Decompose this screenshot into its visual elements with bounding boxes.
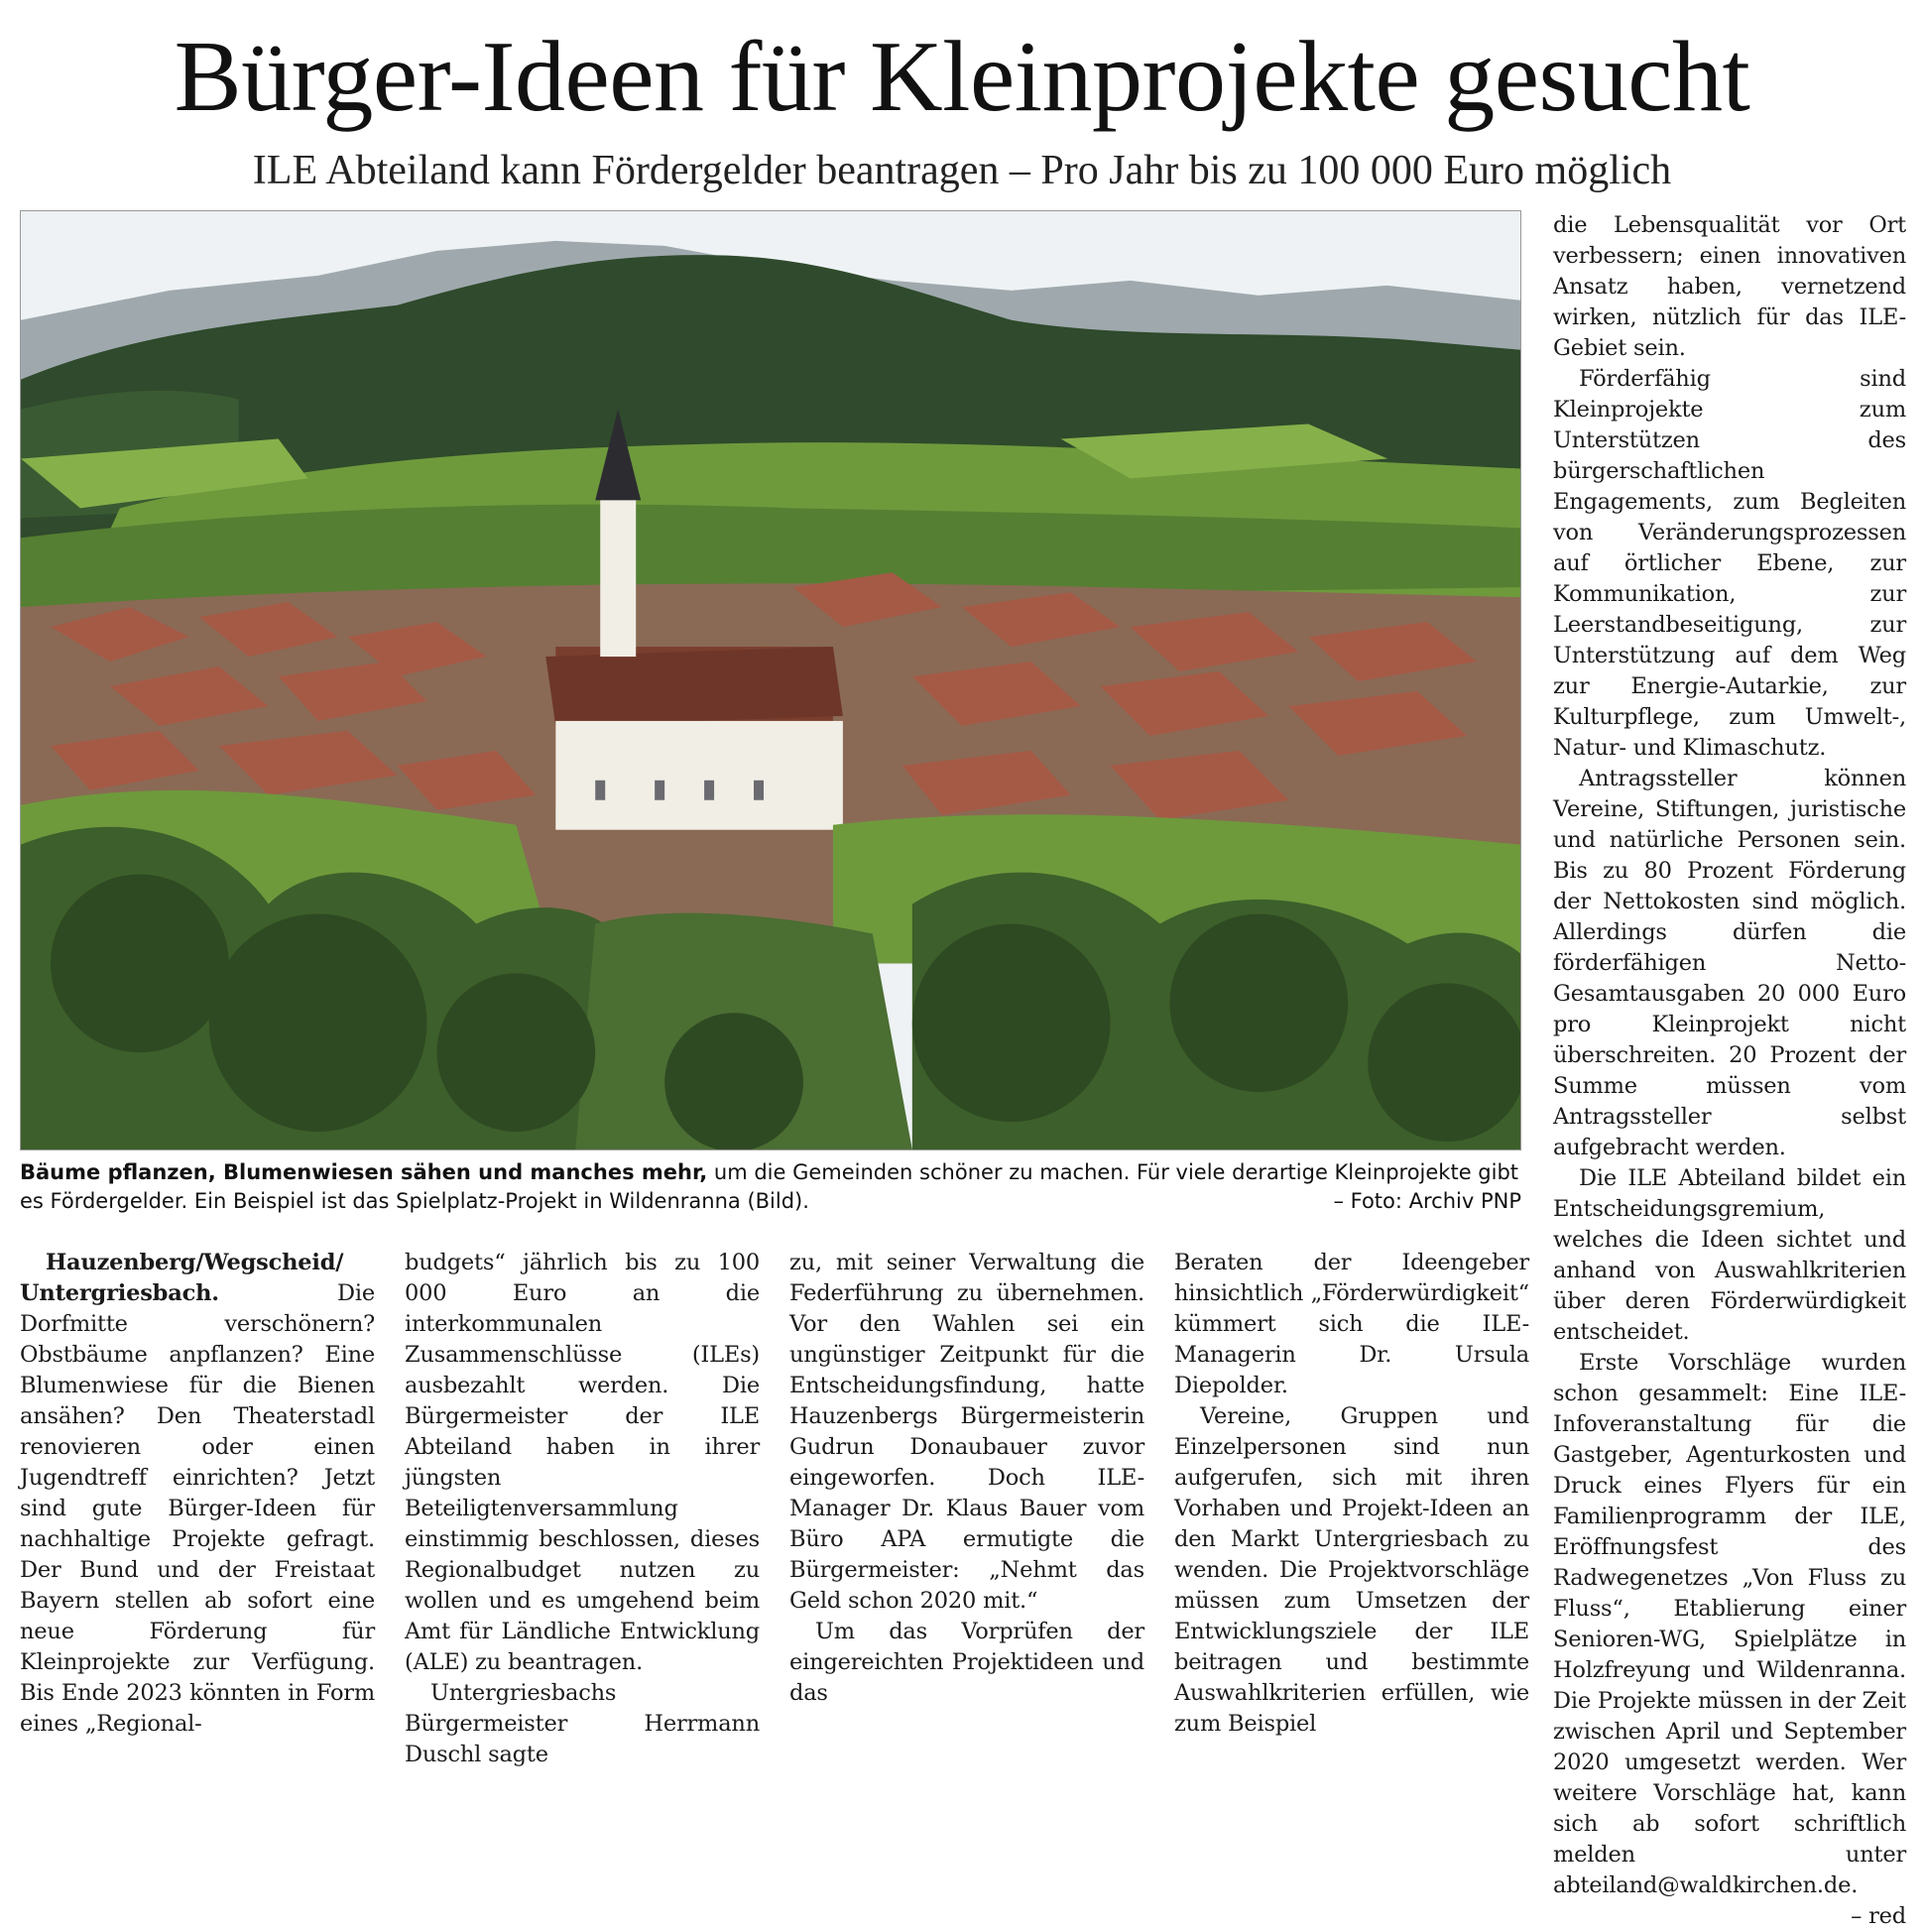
column-3	[789, 1248, 1144, 1709]
headline: Bürger-Ideen für Kleinprojekte gesucht	[174, 21, 1750, 133]
paragraph: budgets“ jährlich bis zu 100 000 Euro an die interkommunalen Zusammenschlüsse (ILEs) ausbezahlt werden. Die Bürgermeister der ILE Abteiland haben in ihrer jüngsten Beteiligtenversammlung einstimmig beschlossen, dieses Regionalbudget nutzen zu wollen und es umgehend beim Amt für Ländliche Entwicklung (ALE) zu beantragen.	[405, 1250, 760, 1675]
column-1	[20, 1248, 375, 1740]
photo-credit: – Foto: Archiv PNP	[1333, 1189, 1521, 1213]
paragraph: Untergriesbachs Bürgermeister Herrmann Duschl sagte	[405, 1680, 760, 1767]
caption-lead: Bäume pflanzen, Blumenwiesen sähen und manches mehr,	[20, 1160, 708, 1184]
column-right	[1553, 210, 1906, 1932]
paragraph: Antragssteller können Vereine, Stiftungen, juristische und natürliche Personen sein. Bis zu 80 Prozent Förderung der Nettokosten sind möglich. Allerdings dürfen die förderfähigen Netto-Gesamtausgaben 20 000 Euro pro Kleinprojekt nicht überschreiten. 20 Prozent der Summe müssen vom Antragssteller selbst aufgebracht werden.	[1553, 766, 1906, 1160]
paragraph: Um das Vorprüfen der eingereichten Projektideen und das	[789, 1619, 1144, 1706]
paragraph: Die ILE Abteiland bildet ein Entscheidungsgremium, welches die Ideen sichtet und anhand von Auswahlkriterien über deren Förderwürdigkeit entscheidet.	[1553, 1165, 1906, 1345]
lead-paragraph	[20, 1248, 375, 1740]
subheadline: ILE Abteiland kann Fördergelder beantragen – Pro Jahr bis zu 100 000 Euro möglich	[252, 148, 1672, 193]
article-photo	[20, 210, 1521, 1150]
paragraph-text: Erste Vorschläge wurden schon gesammelt: Eine ILE-Infoveranstaltung für die Gastgeber, Agenturkosten und Druck eines Flyers für ein Familienprogramm der ILE, Eröffnungsfest des Radwegenetzes „Von Fluss zu Fluss“, Etablierung einer Senioren-WG, Spielplätze in Holzfreyung und Wildenranna. Die Projekte müssen in der Zeit zwischen April und September 2020 umgesetzt werden. Wer weitere Vorschläge hat, kann sich ab sofort schriftlich melden unter abteiland@waldkirchen.de.	[1553, 1350, 1906, 1898]
column-4	[1174, 1248, 1529, 1740]
dateline: Hauzenberg/Wegscheid/ Untergriesbach.	[20, 1250, 344, 1306]
paragraph: Vereine, Gruppen und Einzelpersonen sind nun aufgerufen, sich mit ihren Vorhaben und Projekt-Ideen an den Markt Untergriesbach zu wenden. Die Projektvorschläge müssen zum Umsetzen der Entwicklungsziele der ILE beitragen und bestimmte Auswahlkriterien erfüllen, wie zum Beispiel	[1174, 1403, 1529, 1737]
paragraph: die Lebensqualität vor Ort verbessern; einen innovativen Ansatz haben, vernetzend wirken, nützlich für das ILE-Gebiet sein.	[1553, 212, 1906, 361]
paragraph-text: Die Dorfmitte verschönern? Obstbäume anpflanzen? Eine Blumenwiese für die Bienen ansähen? Den Theaterstadl renovieren oder einen Jugendtreff einrichten? Jetzt sind gute Bürger-Ideen für nachhaltige Projekte gefragt. Der Bund und der Freistaat Bayern stellen ab sofort eine neue Förderung für Kleinprojekte zur Verfügung. Bis Ende 2023 könnten in Form eines „Regional-	[20, 1280, 375, 1737]
caption-text: um die Gemeinden schöner zu machen. Für viele derartige Kleinprojekte gibt es Fördergelder. Ein Beispiel ist das Spielplatz-Projekt in Wildenranna (Bild).	[20, 1160, 1519, 1213]
author-signature: – red	[1851, 1903, 1906, 1929]
column-2	[405, 1248, 760, 1770]
paragraph: zu, mit seiner Verwaltung die Federführung zu übernehmen. Vor den Wahlen sei ein ungünstiger Zeitpunkt für die Entscheidungsfindung, hatte Hauzenbergs Bürgermeisterin Gudrun Donaubauer zuvor eingeworfen. Doch ILE-Manager Dr. Klaus Bauer vom Büro APA ermutigte die Bürgermeister: „Nehmt das Geld schon 2020 mit.“	[789, 1250, 1144, 1614]
paragraph: Förderfähig sind Kleinprojekte zum Unterstützen des bürgerschaftlichen Engagements, zum Begleiten von Veränderungsprozessen auf örtlicher Ebene, zur Kommunikation, zur Leerstandbeseitigung, zur Unterstützung auf dem Weg zur Energie-Autarkie, zur Kulturpflege, zum Umwelt-, Natur- und Klimaschutz.	[1553, 366, 1906, 761]
photo-caption	[20, 1158, 1521, 1216]
paragraph: Beraten der Ideengeber hinsichtlich „Förderwürdigkeit“ kümmert sich die ILE-Managerin Dr. Ursula Diepolder.	[1174, 1250, 1529, 1398]
paragraph-last	[1553, 1348, 1906, 1929]
